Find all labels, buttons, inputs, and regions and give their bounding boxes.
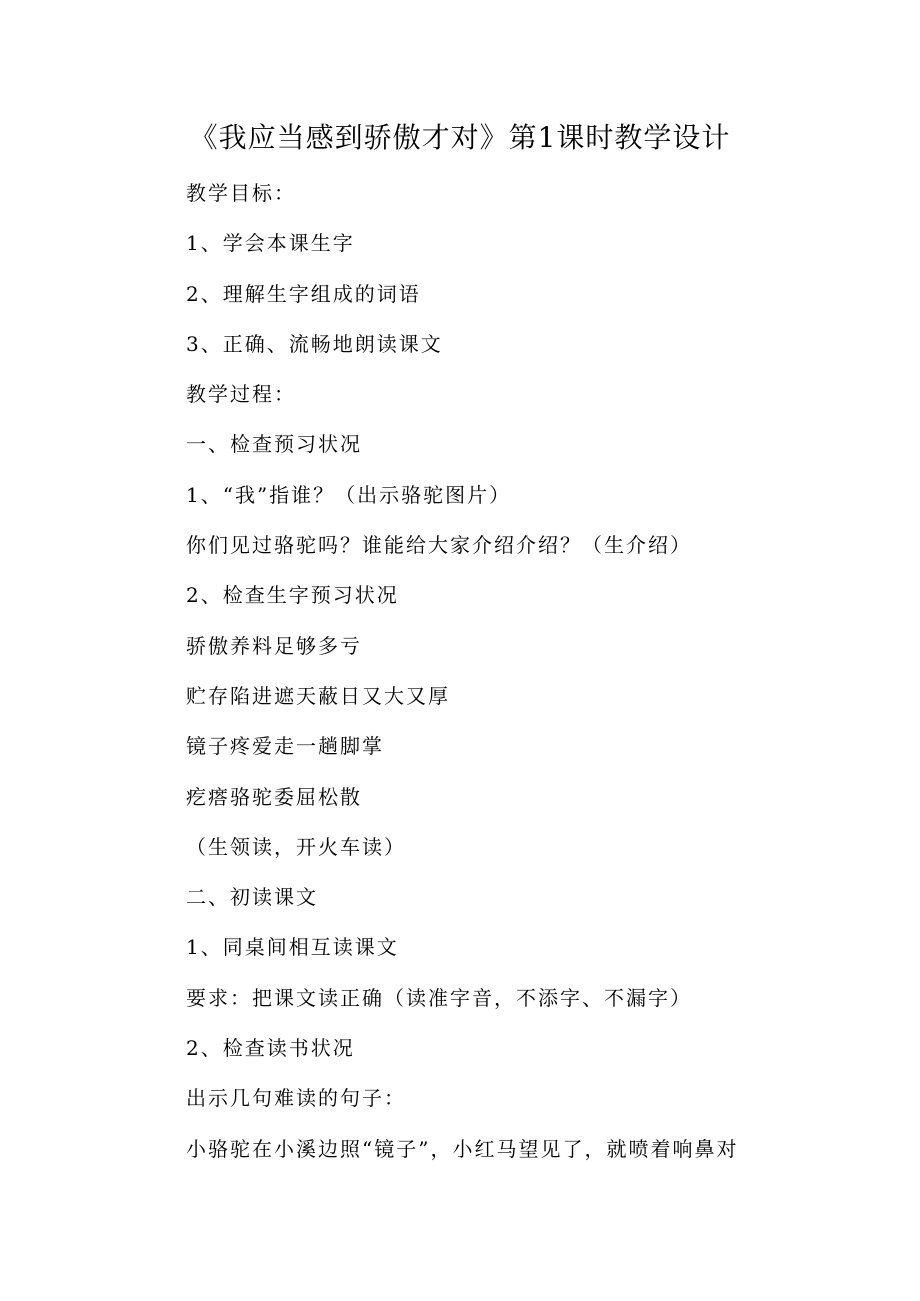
body-line: 2、理解生字组成的词语 — [186, 281, 421, 306]
body-line: 1、学会本课生字 — [186, 231, 355, 256]
body-line: 要求：把课文读正确（读准字音，不添字、不漏字） — [186, 985, 692, 1010]
body-line: 3、正确、流畅地朗读课文 — [186, 331, 443, 356]
body-line-objectives-heading: 教学目标： — [186, 181, 296, 205]
body-line: 出示几句难读的句子： — [186, 1086, 406, 1111]
document-body — [186, 175, 866, 1181]
vocab-line: 疙瘩骆驼委屈松散 — [186, 784, 362, 809]
body-line: 小骆驼在小溪边照“镜子”，小红马望见了，就喷着响鼻对 — [186, 1136, 739, 1161]
body-line: （生领读，开火车读） — [186, 834, 406, 859]
vocab-line: 骄傲养料足够多亏 — [186, 633, 362, 658]
body-line: 你们见过骆驼吗？谁能给大家介绍介绍？（生介绍） — [186, 533, 692, 558]
document-title: 《我应当感到骄傲才对》第1课时教学设计 — [189, 121, 731, 154]
body-line-process-heading: 教学过程： — [186, 382, 296, 407]
body-line: 1、“我”指谁？（出示骆驼图片） — [186, 482, 512, 507]
section-heading: 二、初读课文 — [186, 885, 318, 910]
body-line: 1、同桌间相互读课文 — [186, 935, 399, 960]
body-line: 2、检查生字预习状况 — [186, 583, 399, 608]
body-line: 2、检查读书状况 — [186, 1036, 355, 1061]
section-heading: 一、检查预习状况 — [186, 432, 362, 457]
vocab-line: 镜子疼爱走一趟脚掌 — [186, 734, 384, 759]
vocab-line: 贮存陷进遮天蔽日又大又厚 — [186, 683, 450, 708]
